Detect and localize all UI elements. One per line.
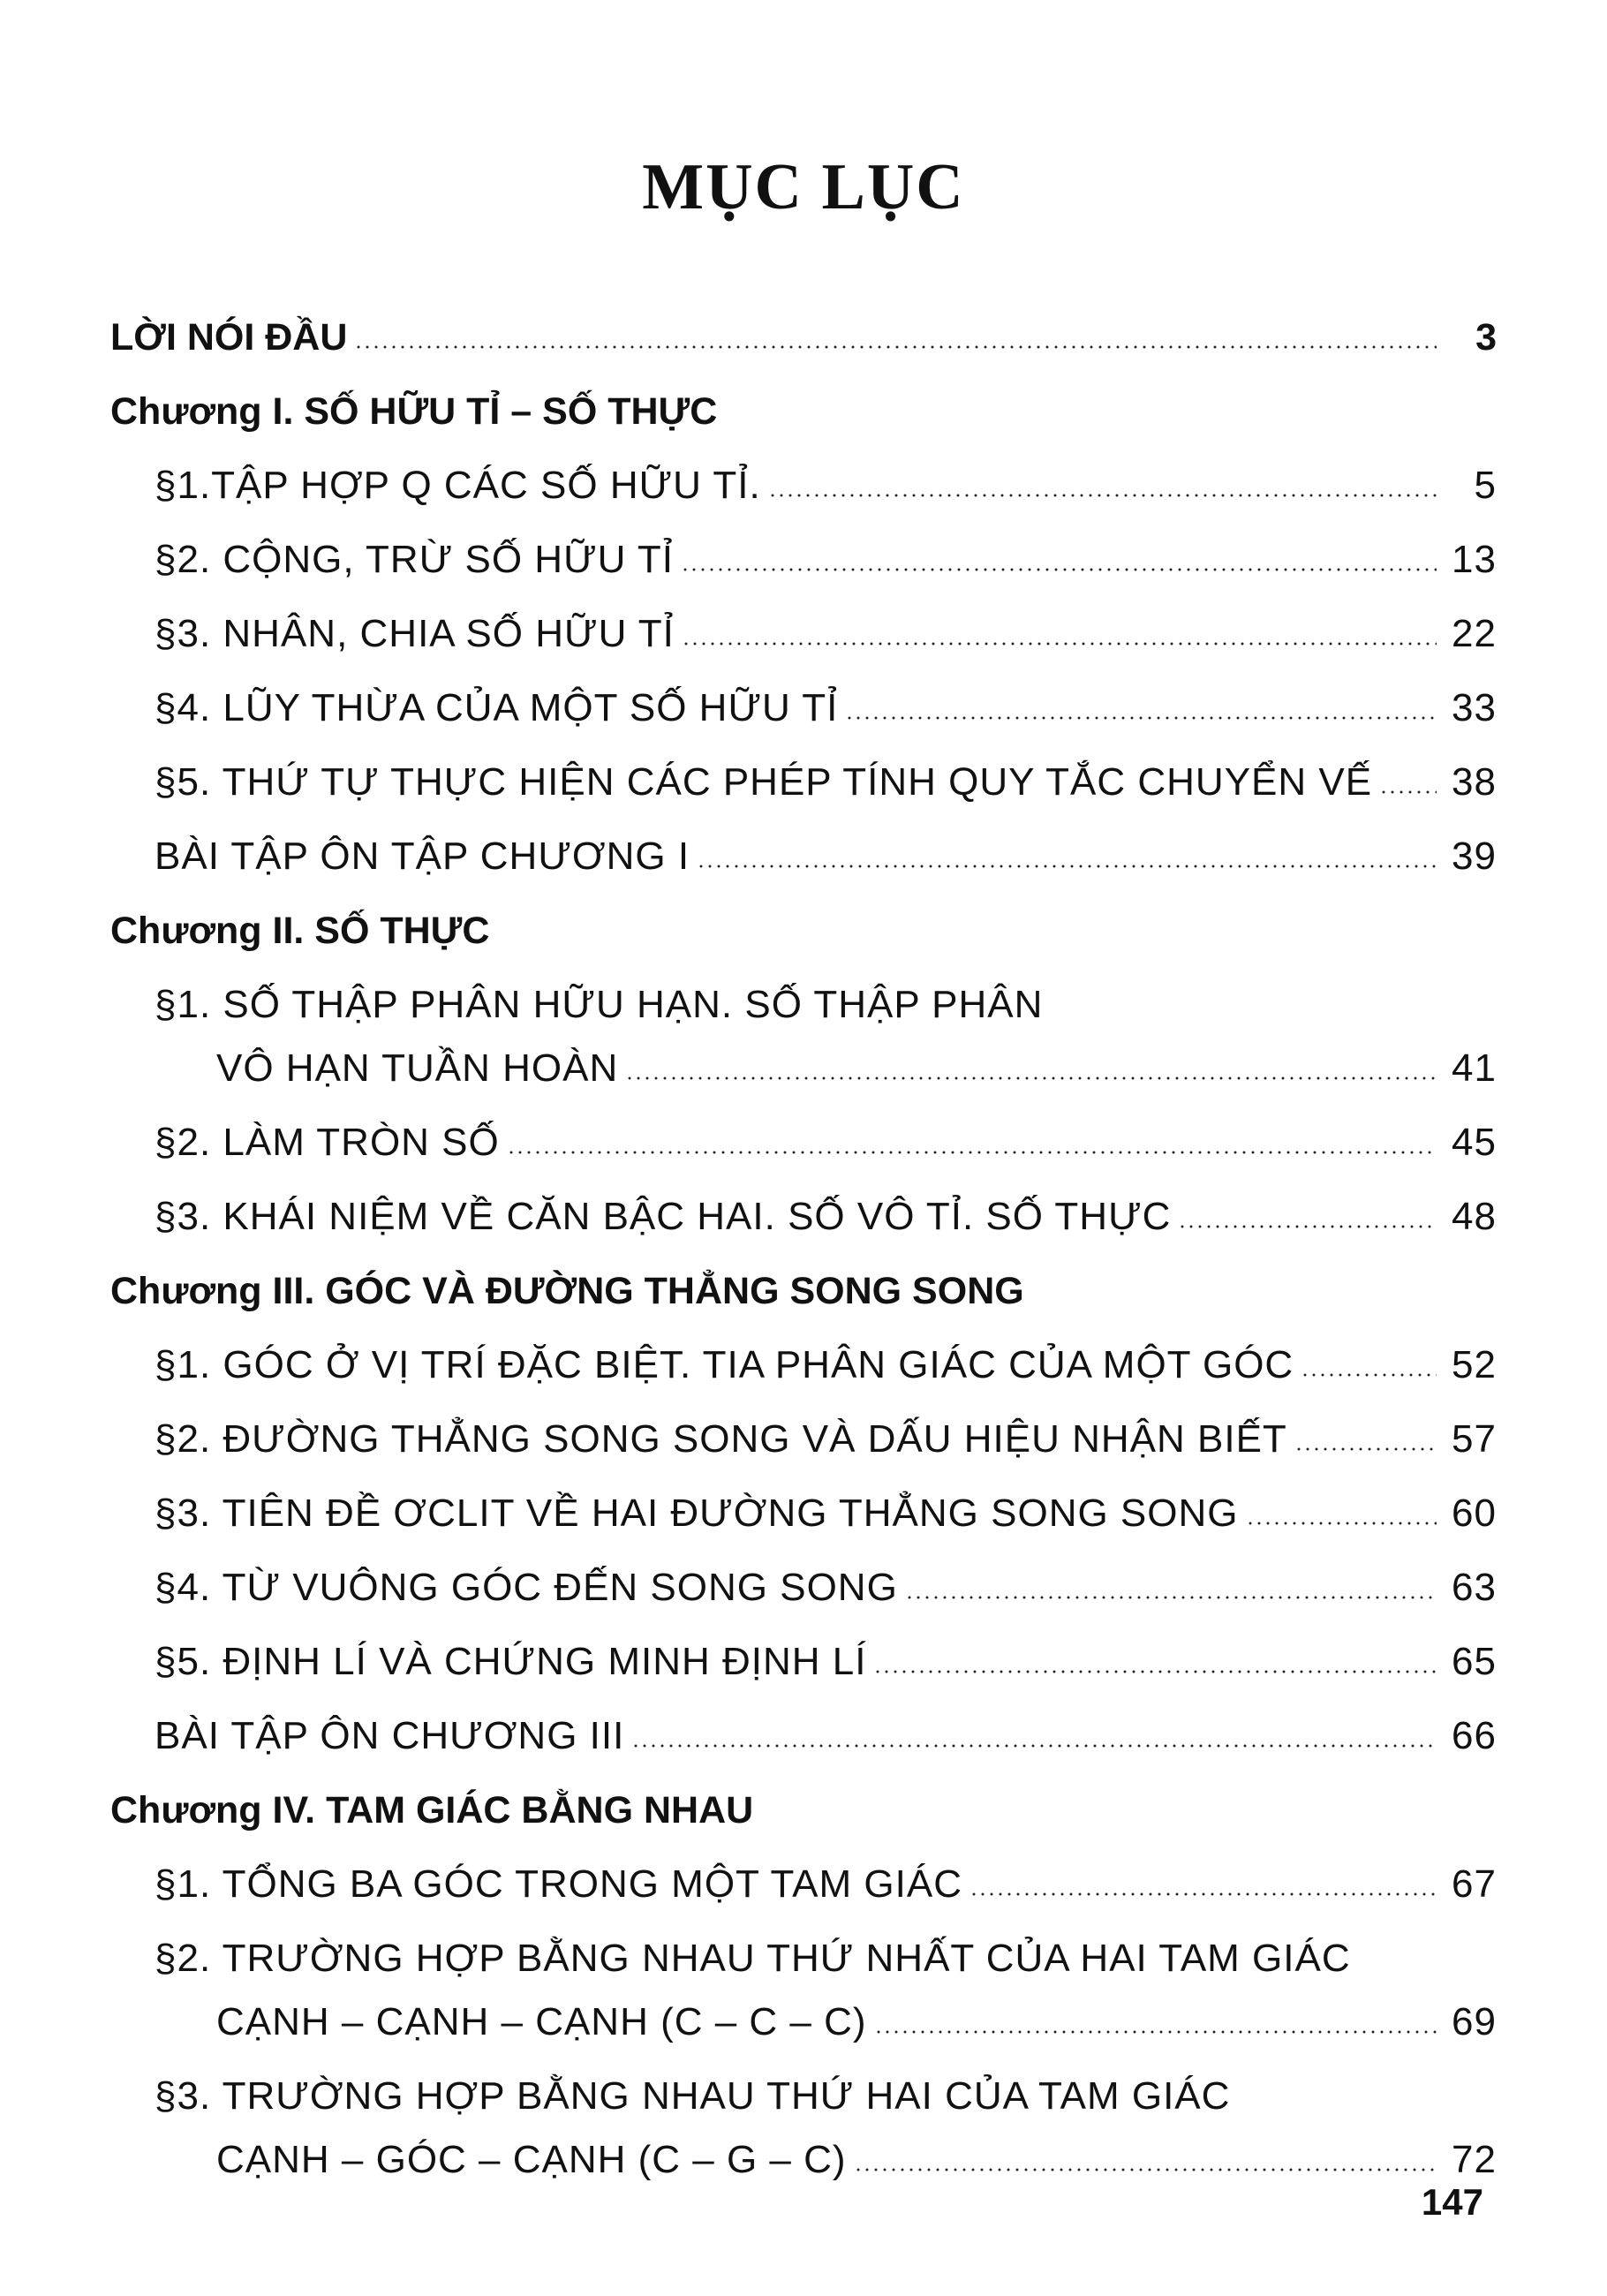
dot-leader [874, 2030, 1437, 2034]
toc-entry-ch4-s2-line2: CẠNH – CẠNH – CẠNH (C – C – C) 69 [216, 2000, 1497, 2043]
toc-entry-ch1-s5: §5. THỨ TỰ THỰC HIỆN CÁC PHÉP TÍNH QUY TẮC CHUYỂN VẾ 38 [155, 760, 1497, 804]
dot-leader [631, 1744, 1437, 1748]
dot-leader [681, 568, 1437, 571]
dot-leader [845, 716, 1437, 720]
dot-leader [873, 1670, 1437, 1673]
dot-leader [1294, 1447, 1437, 1451]
chapter-heading-2: Chương II. SỐ THỰC [110, 910, 490, 952]
toc-entry-ch1-s4: §4. LŨY THỪA CỦA MỘT SỐ HỮU TỈ 33 [155, 686, 1497, 729]
toc-entry-ch1-s2: §2. CỘNG, TRỪ SỐ HỮU TỈ 13 [155, 538, 1497, 581]
toc-entry-ch3-s2: §2. ĐƯỜNG THẲNG SONG SONG VÀ DẤU HIỆU NHẬN BIẾT 57 [155, 1417, 1497, 1461]
toc-entry-ch1-s3: §3. NHÂN, CHIA SỐ HỮU TỈ 22 [155, 612, 1497, 655]
toc-entry-ch2-s1-line2: VÔ HẠN TUẦN HOÀN 41 [216, 1046, 1497, 1090]
toc-entry-page: 3 [1475, 316, 1497, 359]
dot-leader [768, 494, 1437, 497]
toc-entry-ch3-s1: §1. GÓC Ở VỊ TRÍ ĐẶC BIỆT. TIA PHÂN GIÁC CỦA MỘT GÓC 52 [155, 1343, 1497, 1386]
toc-entry-ch3-review: BÀI TẬP ÔN CHƯƠNG III 66 [155, 1714, 1497, 1757]
toc-entry-ch1-s1: §1.TẬP HỢP Q CÁC SỐ HỮU TỈ. 5 [155, 464, 1497, 507]
toc-entry-ch4-s1: §1. TỔNG BA GÓC TRONG MỘT TAM GIÁC 67 [155, 1862, 1497, 1906]
chapter-heading-1: Chương I. SỐ HỮU TỈ – SỐ THỰC [110, 390, 718, 433]
toc-entry-ch1-review: BÀI TẬP ÔN TẬP CHƯƠNG I 39 [155, 835, 1497, 878]
chapter-heading-4: Chương IV. TAM GIÁC BẰNG NHAU [110, 1789, 754, 1832]
toc-entry-ch4-s3-line2: CẠNH – GÓC – CẠNH (C – G – C) 72 [216, 2138, 1497, 2181]
chapter-heading-3: Chương III. GÓC VÀ ĐƯỜNG THẲNG SONG SONG [110, 1270, 1024, 1312]
toc-entry-ch2-s3: §3. KHÁI NIỆM VỀ CĂN BẬC HAI. SỐ VÔ TỈ. SỐ THỰC 48 [155, 1195, 1497, 1238]
dot-leader [854, 2168, 1437, 2171]
page-number: 147 [1421, 2181, 1483, 2223]
toc-entry-ch3-s3: §3. TIÊN ĐỀ ƠCLIT VỀ HAI ĐƯỜNG THẲNG SONG SONG 60 [155, 1492, 1497, 1535]
toc-entry-ch4-s2-line1: §2. TRƯỜNG HỢP BẰNG NHAU THỨ NHẤT CỦA HAI TAM GIÁC [155, 1937, 1351, 1980]
dot-leader [969, 1892, 1437, 1896]
dot-leader [697, 865, 1437, 868]
dot-leader [1246, 1522, 1437, 1525]
dot-leader [1379, 790, 1437, 794]
dot-leader [682, 642, 1437, 646]
toc-entry-ch2-s1-line1: §1. SỐ THẬP PHÂN HỮU HẠN. SỐ THẬP PHÂN [155, 983, 1044, 1026]
dot-leader [507, 1151, 1437, 1154]
toc-entry-ch4-s3-line1: §3. TRƯỜNG HỢP BẰNG NHAU THỨ HAI CỦA TAM GIÁC [155, 2074, 1231, 2118]
dot-leader [905, 1596, 1437, 1599]
toc-entry-label: LỜI NÓI ĐẦU [110, 316, 348, 359]
dot-leader [1301, 1373, 1437, 1377]
toc-entry-ch3-s4: §4. TỪ VUÔNG GÓC ĐẾN SONG SONG 63 [155, 1566, 1497, 1609]
dot-leader [625, 1076, 1437, 1080]
toc-entry-ch3-s5: §5. ĐỊNH LÍ VÀ CHỨNG MINH ĐỊNH LÍ 65 [155, 1640, 1497, 1683]
page-title: MỤC LỤC [642, 151, 965, 223]
toc-entry-ch2-s2: §2. LÀM TRÒN SỐ 45 [155, 1121, 1497, 1164]
toc-entry-preface [110, 283, 1497, 357]
table-of-contents [110, 283, 1497, 2179]
dot-leader [354, 345, 1437, 349]
dot-leader [1178, 1225, 1437, 1228]
